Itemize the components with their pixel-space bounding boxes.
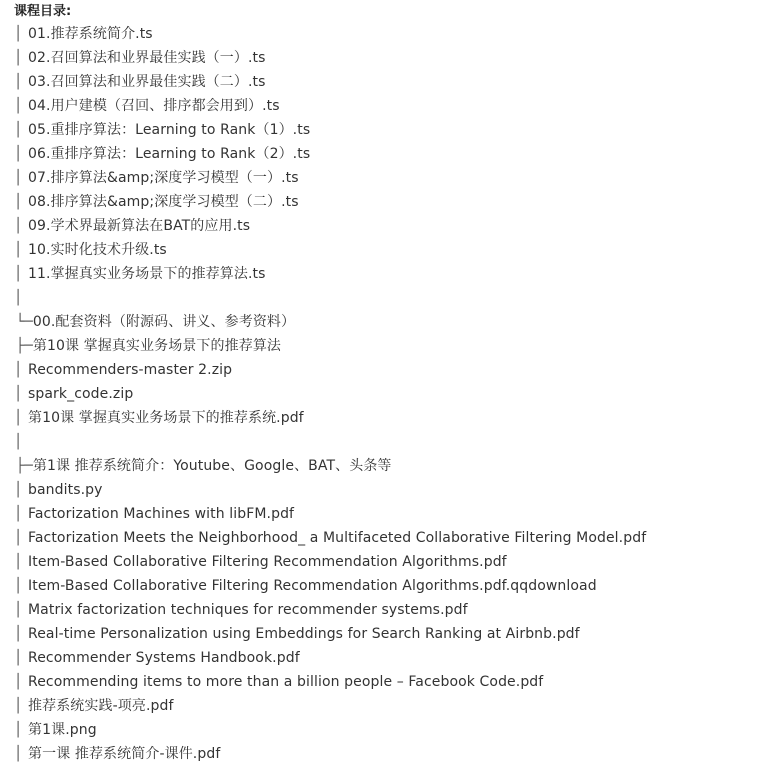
file-name: Factorization Meets the Neighborhood_ a Multifaceted Collaborative Filtering Model.pdf [28,530,647,546]
file-entry[interactable] [0,238,765,262]
tree-branch-glyph: │ [14,362,23,378]
file-name: bandits.py [28,482,103,498]
file-entry[interactable] [0,166,765,190]
file-name: 09.学术界最新算法在BAT的应用.ts [28,218,251,234]
file-name: 07.排序算法&amp;深度学习模型（一）.ts [28,170,299,186]
folder-entry[interactable] [0,454,765,478]
file-entry[interactable] [0,502,765,526]
tree-branch-glyph: ├─ [16,458,33,474]
file-name: 11.掌握真实业务场景下的推荐算法.ts [28,266,266,282]
file-entry[interactable] [0,694,765,718]
folder-name: 第1课 推荐系统简介：Youtube、Google、BAT、头条等 [32,458,392,474]
file-name: Real-time Personalization using Embeddings for Search Ranking at Airbnb.pdf [28,626,580,642]
file-entry[interactable] [0,406,765,430]
file-name: 02.召回算法和业界最佳实践（一）.ts [28,50,266,66]
tree-branch-glyph: └─ [16,314,33,330]
folder-entry[interactable] [0,334,765,358]
file-entry[interactable] [0,94,765,118]
tree-branch-glyph: ├─ [16,338,33,354]
file-entry[interactable] [0,262,765,286]
tree-branch-glyph: │ [14,434,23,450]
tree-branch-glyph: │ [14,242,23,258]
tree-branch-glyph: │ [14,122,23,138]
file-name: 第10课 掌握真实业务场景下的推荐系统.pdf [28,410,304,426]
tree-branch-glyph: │ [14,74,23,90]
tree-branch-glyph: │ [14,410,23,426]
file-entry[interactable] [0,574,765,598]
tree-branch-glyph: │ [14,530,23,546]
file-entry[interactable] [0,550,765,574]
folder-name: 第10课 掌握真实业务场景下的推荐算法 [32,338,282,354]
file-name: Matrix factorization techniques for recommender systems.pdf [28,602,468,618]
file-entry[interactable] [0,214,765,238]
tree-branch-glyph: │ [14,554,23,570]
tree-branch-glyph: │ [14,746,23,762]
file-name: 04.用户建模（召回、排序都会用到）.ts [28,98,280,114]
file-name: Item-Based Collaborative Filtering Recommendation Algorithms.pdf [28,554,507,570]
tree-branch-glyph: │ [14,194,23,210]
tree-branch-glyph: │ [14,290,23,306]
file-entry[interactable] [0,670,765,694]
file-name: 推荐系统实践-项亮.pdf [28,698,174,714]
tree-branch-glyph: │ [14,578,23,594]
file-name: 03.召回算法和业界最佳实践（二）.ts [28,74,266,90]
tree-branch-glyph: │ [14,26,23,42]
file-name: 第一课 推荐系统简介-课件.pdf [28,746,221,762]
file-entry[interactable] [0,190,765,214]
file-name: 08.排序算法&amp;深度学习模型（二）.ts [28,194,299,210]
tree-branch-glyph: │ [14,602,23,618]
file-name: Item-Based Collaborative Filtering Recommendation Algorithms.pdf.qqdownload [28,578,597,594]
file-entry[interactable] [0,718,765,742]
file-name: Recommender Systems Handbook.pdf [28,650,300,666]
tree-branch-glyph: │ [14,722,23,738]
file-entry[interactable] [0,742,765,766]
tree-branch-glyph: │ [14,698,23,714]
directory-tree [0,22,765,766]
tree-branch-glyph: │ [14,674,23,690]
tree-branch-glyph: │ [14,266,23,282]
file-name: 第1课.png [28,722,97,738]
file-entry[interactable] [0,358,765,382]
file-entry[interactable] [0,622,765,646]
file-entry[interactable] [0,598,765,622]
file-name: 06.重排序算法：Learning to Rank（2）.ts [28,146,311,162]
file-entry[interactable] [0,526,765,550]
tree-branch-glyph: │ [14,386,23,402]
file-name: spark_code.zip [28,386,134,402]
file-entry[interactable] [0,478,765,502]
tree-spacer-line [0,430,765,454]
tree-branch-glyph: │ [14,506,23,522]
file-name: 10.实时化技术升级.ts [28,242,167,258]
file-entry[interactable] [0,22,765,46]
file-name: Factorization Machines with libFM.pdf [28,506,295,522]
file-name: Recommending items to more than a billion people – Facebook Code.pdf [28,674,544,690]
file-entry[interactable] [0,142,765,166]
course-directory-heading: 课程目录: [14,4,72,19]
file-entry[interactable] [0,646,765,670]
tree-branch-glyph: │ [14,146,23,162]
folder-entry[interactable] [0,310,765,334]
tree-branch-glyph: │ [14,98,23,114]
file-entry[interactable] [0,118,765,142]
file-entry[interactable] [0,70,765,94]
tree-branch-glyph: │ [14,650,23,666]
tree-branch-glyph: │ [14,170,23,186]
tree-spacer-line [0,286,765,310]
file-entry[interactable] [0,46,765,70]
tree-branch-glyph: │ [14,482,23,498]
folder-name: 00.配套资料（附源码、讲义、参考资料） [32,314,296,330]
tree-branch-glyph: │ [14,218,23,234]
file-name: 05.重排序算法：Learning to Rank（1）.ts [28,122,311,138]
tree-branch-glyph: │ [14,626,23,642]
file-name: Recommenders-master 2.zip [28,362,233,378]
file-name: 01.推荐系统简介.ts [28,26,153,42]
tree-branch-glyph: │ [14,50,23,66]
file-entry[interactable] [0,382,765,406]
